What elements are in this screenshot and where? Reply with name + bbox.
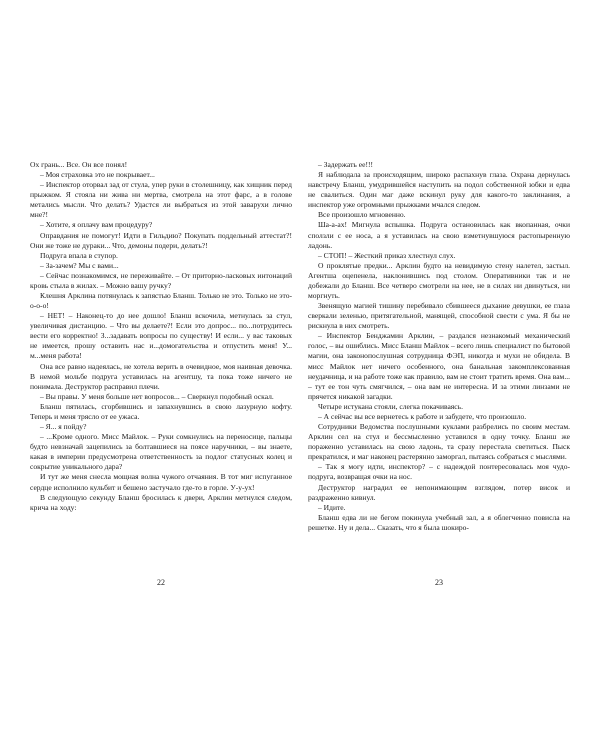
paragraph: Бланш пятилась, сгорбившись и запахнувшись в свою лазурную кофту. Теперь и меня трясло от ее ужаса.: [30, 401, 292, 421]
paragraph: Бланш едва ли не бегом покинула учебный зал, а я облегченно повисла на решетке. Ну и дела... Сказать, что я была шокиро-: [308, 512, 570, 532]
paragraph: – А сейчас вы все вернетесь к работе и забудете, что произошло.: [318, 411, 527, 421]
paragraph: Четыре истукана стояли, слегка покачиваясь.: [318, 401, 463, 411]
paragraph: Подруга впала в ступор.: [40, 250, 118, 260]
paragraph: – Сейчас познакомимся, не переживайте. – От приторно-ласковых интонаций кровь стыла в жилах. – Можно вашу ручку?: [30, 270, 292, 290]
paragraph: – Так я могу идти, инспектор? – с надеждой понтересовалась моя чудо-подруга, возвращая очки на нос.: [308, 462, 570, 482]
paragraph: Звенящую магией тишину перебивало сбившееся дыхание девушки, ее глаза сверкали зеленью, притягательной, манящей, способной свести с ума. Я бы не рискнула в них смотреть.: [308, 301, 570, 331]
paragraph: – Моя страховка это не покрывает...: [40, 170, 155, 180]
left-page-number: 22: [157, 578, 165, 587]
paragraph: Клешня Арклина потянулась к запястью Бланш. Только не это. Только не это-о-о-о!: [30, 291, 292, 311]
paragraph: И тут же меня снесла мощная волна чужого отчаяния. В тот миг испуганное сердце исполнило кульбит и бешено застучало где-то в горле. У-у-ух!: [30, 472, 292, 492]
paragraph: – Хотите, я оплачу вам процедуру?: [40, 220, 153, 230]
paragraph: Деструктор наградил ее непонимающим взглядом, потер висок и раздраженно кивнул.: [308, 482, 570, 502]
paragraph: В следующую секунду Бланш бросилась к двери, Арклин метнулся следом, крича на ходу:: [30, 492, 292, 512]
paragraph: – Задержать ее!!!: [318, 160, 373, 169]
paragraph: – Инспектор оторвал зад от стула, упер руки в столешницу, как хищник перед прыжком. Я стояла ни жива ни мертва, смотрела на этот фарс, а в голове метались мысли. Что делать? Удастся ли выбраться из этой заварухи лично мне?!: [30, 180, 292, 220]
right-page: [308, 160, 570, 533]
paragraph: Ох грань... Все. Он все понял!: [30, 160, 128, 169]
paragraph: Я наблюдала за происходящим, широко распахнув глаза. Охрана дернулась навстречу Бланш, умудрившейся наступить на подол собственной юбки и едва не свалиться. Один маг даже вскинул руку для какого-то заклинания, а инспектор уже огромными прыжками мчался следом.: [308, 170, 570, 210]
paragraph: – Идите.: [318, 502, 346, 512]
paragraph: – НЕТ! – Наконец-то до нее дошло! Бланш вскочила, метнулась за стул, увеличивая дистанцию. – Что вы делаете?! Если это допрос... по...потрудитесь вести его корректно! З...задавать вопросы по существу! И если... у вас таковых не имеется, прошу оставить нас и...домогательства и отпустить меня! У... м...меня работа!: [30, 311, 292, 361]
paragraph: О проклятые предки... Арклин будто на невидимую стену налетел, застыл. Агентша оцепенела, наклонившись под столом. Оперативники так и не добежали до Бланш. Все четверо смотрели на нее, не в силах ни двинуться, ни моргнуть.: [308, 260, 570, 301]
paragraph: – Инспектор Бенджамин Арклин, – раздался незнакомый механический голос, – вы ошиблись. Мисс Бланш Майлок – всего лишь специалист по бытовой магии, она законопослушная сотрудница ФЭП, никогда и мухи не обидела. В мисс Майлок нет ничего особенного, она банальная закомплексованная неудачница, и на работе тоже как правило, вам не стоит тратить время. Она вам... – тут ее тон чуть смягчился, – она вам не интересна. И за этими линзами не прячется никакой загадки.: [308, 331, 570, 401]
paragraph: Она все равно надеялась, не хотела верить в очевидное, моя наивная девочка. В немой мольбе подруга уставилась на агентшу, та пока тоже ничего не понимала. Деструктор расправил плечи.: [30, 361, 292, 391]
paragraph: – Вы правы. У меня больше нет вопросов... – Сверкнул подобный оскал.: [40, 391, 274, 401]
paragraph: Сотрудники Ведомства послушными куклами разбрелись по своим местам. Арклин сел на стул и бессмысленно уставился в одну точку. Бланш же пораженно уставилась на свою ладонь, та сразу перестала светиться. Пыск прекратился, и маг наконец растерянно заморгал, пытаясь собраться с мыслями.: [308, 422, 570, 462]
paragraph: – ...Кроме одного. Мисс Майлок. – Руки сомкнулись на переносице, пальцы будто невзначай зацепились за болтавшиеся на поясе наручники, – вы знаете, какая в империи предусмотрена ответственность за подлог статусных колец и сокрытие уникального дара?: [30, 432, 292, 472]
paragraph: – Я... я пойду?: [40, 422, 87, 432]
paragraph: Все произошло мгновенно.: [318, 210, 406, 220]
paragraph: Оправдания не помогут! Идти в Гильдию? Покупать поддельный аттестат?! Они же тоже не дураки... Что, демоны подери, делать?!: [30, 230, 292, 250]
right-page-number: 23: [435, 578, 443, 587]
paragraph: Ша-а-ах! Мигнула вспышка. Подруга остановилась как вкопанная, очки сползли с ее носа, а я уставилась на свою взметнувшуюся растопыренную ладонь.: [308, 220, 570, 250]
paragraph: – За-зачем? Мы с вами...: [40, 260, 119, 270]
paragraph: – СТОП! – Жесткий приказ хлестнул слух.: [318, 250, 456, 260]
left-page: [30, 160, 292, 513]
